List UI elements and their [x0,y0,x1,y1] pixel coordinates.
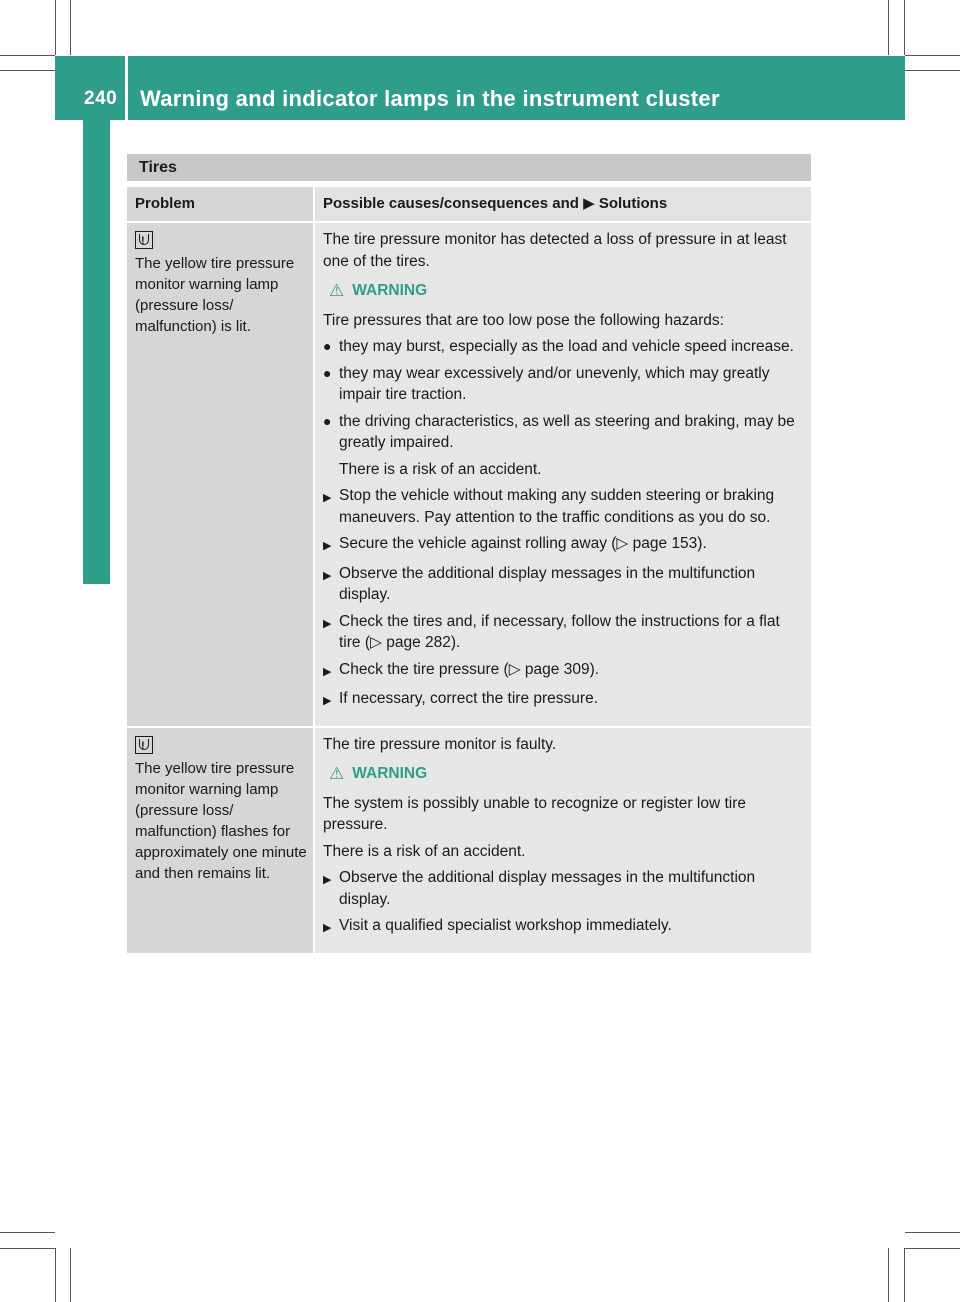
list-item [323,915,805,940]
warning-heading [323,280,805,302]
step-text: Check the tire pressure (▷ page 309). [339,660,600,678]
crop-mark [0,70,55,71]
bullet-text: they may burst, especially as the load and vehicle speed increase. [339,338,794,355]
step-arrow-icon: ▶ [323,569,332,582]
table-row [127,223,811,726]
warning-text: The system is possibly unable to recognize or register low tire pressure. [323,794,746,833]
list-item [323,659,805,684]
crop-mark [55,0,56,55]
problem-text: The yellow tire pressure monitor warning lamp (pressure loss/ malfunction) flashes for approximately one minute and then remains lit. [135,759,307,882]
crop-mark [905,1232,960,1233]
solution-cell [315,223,811,726]
side-label-wrap [82,170,112,532]
list-item [323,611,805,654]
page-number: 240 [84,88,118,109]
cause-text: The tire pressure monitor is faulty. [323,735,557,753]
step-text: Stop the vehicle without making any sudden steering or braking maneuvers. Pay attention to the traffic conditions as you do so. [339,487,775,526]
section-label: On-board computer and displays [83,187,108,532]
crop-mark [888,1248,889,1302]
step-arrow-icon: ▶ [323,874,332,886]
step-text: Check the tires and, if necessary, follow the instructions for a flat tire (▷ page 282). [339,612,780,651]
crop-mark [70,0,71,55]
table-row [127,728,811,953]
list-item [323,363,805,406]
step-arrow-icon: ▶ [323,695,332,707]
header-divider [125,56,128,120]
step-text: Observe the additional display messages in the multifunction display. [339,564,756,603]
problem-text: The yellow tire pressure monitor warning lamp (pressure loss/ malfunction) is lit. [135,255,295,336]
step-text: Observe the additional display messages in the multifunction display. [339,869,756,908]
step-text: Visit a qualified specialist workshop immediately. [339,917,672,934]
crop-mark [905,70,960,71]
page-title: Warning and indicator lamps in the instrument cluster [140,86,720,111]
crop-mark [70,1248,71,1302]
step-arrow-icon: ▶ [323,540,332,552]
step-arrow-icon: ▶ [323,922,332,934]
crop-mark [904,1248,905,1302]
list-item [323,411,805,454]
step-arrow-icon: ▶ [323,617,332,630]
step-arrow-icon: ▶ [323,665,332,678]
crop-mark [888,0,889,55]
risk-text: There is a risk of an accident. [323,842,526,860]
bullet-icon: ● [323,412,332,429]
table-caption: Tires [127,154,811,181]
warning-text: Tire pressures that are too low pose the following hazards: [323,311,724,329]
list-item [323,688,805,713]
list-item [323,533,805,558]
arrow-icon: ▶ [583,195,595,212]
list-item [323,563,805,606]
bullet-icon: ● [323,338,332,354]
problem-cell [127,223,313,726]
crop-mark [0,55,55,56]
step-text: Secure the vehicle against rolling away (▷ page 153). [339,535,707,552]
tire-pressure-warning-icon [135,231,153,249]
list-item [323,336,805,358]
warning-heading [323,763,805,785]
crop-mark [905,55,960,56]
crop-mark [0,1232,55,1233]
tire-pressure-warning-icon [135,736,153,754]
warning-label: WARNING [352,282,428,299]
warning-triangle-icon: ⚠ [329,764,345,783]
step-arrow-icon: ▶ [323,492,332,504]
bullet-text: they may wear excessively and/or unevenly, which may greatly impair tire traction. [339,364,770,403]
header-text-before: Possible causes/consequences and [323,195,584,212]
column-header-solutions [315,187,811,221]
problem-cell [127,728,313,953]
warning-label: WARNING [352,765,428,782]
bullet-icon: ● [323,364,332,381]
column-header-problem: Problem [127,187,313,221]
tires-table [127,154,811,953]
risk-text: There is a risk of an accident. [339,460,542,478]
list-item [323,867,805,910]
list-item [323,485,805,528]
warning-triangle-icon: ⚠ [329,281,345,300]
header-text-after: Solutions [594,195,668,212]
crop-mark [904,0,905,55]
crop-mark [55,1248,56,1302]
table-header-row [127,187,811,221]
crop-mark [0,1248,55,1249]
cause-text: The tire pressure monitor has detected a loss of pressure in at least one of the tires. [323,231,787,270]
solution-cell [315,728,811,953]
step-text: If necessary, correct the tire pressure. [339,690,599,707]
bullet-text: the driving characteristics, as well as steering and braking, may be greatly impaired. [339,412,795,451]
crop-mark [905,1248,960,1249]
